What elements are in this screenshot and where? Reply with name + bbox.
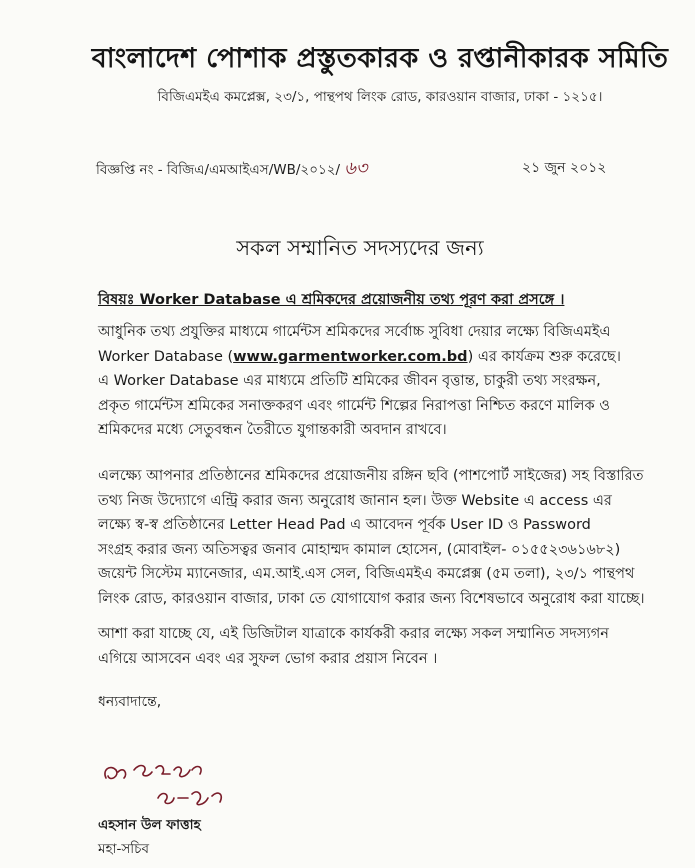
website-link: www.garmentworker.com.bd: [233, 348, 468, 365]
signer-title: মহা-সচিব: [98, 841, 149, 857]
body-paragraph-2: [98, 464, 650, 611]
body-paragraph-1: [98, 320, 650, 443]
paragraph-line: শ্রমিকদের মধ্যে সেতুবন্ধন তৈরীতে যুগান্তকারী অবদান রাখবে।: [98, 422, 447, 438]
organization-name: বাংলাদেশ পোশাক প্রস্তুতকারক ও রপ্তানীকারক সমিতি: [91, 43, 669, 74]
closing-salutation: ধন্যবাদান্তে,: [98, 694, 162, 710]
body-paragraph-3: [98, 622, 650, 671]
signer-name: এহসান উল ফাত্তাহ: [98, 817, 201, 833]
memo-date: ২১ জুন ২০১২: [522, 160, 607, 176]
paragraph-line: এলক্ষ্যে আপনার প্রতিষ্ঠানের শ্রমিকদের প্রয়োজনীয় রঙ্গিন ছবি (পাশপোর্ট সাইজের) সহ বিস্তারিত: [98, 468, 644, 484]
memo-reference-handwritten-number: ৬৩: [344, 158, 368, 179]
paragraph-line: জয়েন্ট সিস্টেম ম্যানেজার, এম.আই.এস সেল, বিজিএমইএ কমপ্লেক্স (৫ম তলা), ২৩/১ পান্থপথ: [98, 566, 635, 582]
paragraph-line: সংগ্রহ করার জন্য অতিসত্বর জনাব মোহাম্মদ কামাল হোসেন, (মোবাইল- ০১৫৫২৩৬১৬৮২): [98, 541, 621, 558]
notice-subject: বিষয়ঃ Worker Database এ শ্রমিকদের প্রয়োজনীয় তথ্য পূরণ করা প্রসঙ্গে ।: [98, 292, 565, 308]
paragraph-line: লক্ষ্যে স্ব-স্ব প্রতিষ্ঠানের Letter Head Pad এ আবেদন পূর্বক User ID ও Password: [98, 517, 591, 533]
paragraph-line: [98, 345, 650, 370]
paragraph-line: আধুনিক তথ্য প্রযুক্তির মাধ্যমে গার্মেন্টস শ্রমিকদের সর্বোচ্চ সুবিধা দেয়ার লক্ষ্যে বিজিএমইএ: [98, 324, 611, 340]
organization-address: বিজিএমইএ কমপ্লেক্স, ২৩/১, পান্থপথ লিংক রোড, কারওয়ান বাজার, ঢাকা - ১২১৫।: [157, 89, 603, 105]
notice-heading: সকল সম্মানিত সদস্যদের জন্য: [236, 236, 484, 260]
paragraph-line: প্রকৃত গার্মেন্টস শ্রমিকের সনাক্তকরণ এবং গার্মেন্ট শিল্পের নিরাপত্তা নিশ্চিত করণে মালিক ও: [98, 397, 610, 414]
paragraph-text: Worker Database (: [98, 348, 234, 365]
handwritten-signature: [100, 740, 300, 820]
paragraph-text: ) এর কার্যক্রম শুরু করেছে।: [467, 348, 621, 365]
memo-reference: [96, 154, 368, 185]
paragraph-line: এগিয়ে আসবেন এবং এর সুফল ভোগ করার প্রয়াস নিবেন ।: [98, 650, 438, 667]
paragraph-line: তথ্য নিজ উদ্যোগে এন্ট্রি করার জন্য অনুরোধ জানান হল। উক্ত Website এ access এর: [98, 492, 612, 509]
memo-reference-prefix: বিজ্ঞপ্তি নং - বিজিএ/এমআইএস/WB/২০১২/: [96, 162, 341, 178]
paragraph-line: এ Worker Database এর মাধ্যমে প্রতিটি শ্রমিকের জীবন বৃত্তান্ত, চাকুরী তথ্য সংরক্ষন,: [98, 373, 601, 389]
paragraph-line: লিংক রোড, কারওয়ান বাজার, ঢাকা তে যোগাযোগ করার জন্য বিশেষভাবে অনুরোধ করা যাচ্ছে।: [98, 590, 645, 607]
paragraph-line: আশা করা যাচ্ছে যে, এই ডিজিটাল যাত্রাকে কার্যকরী করার লক্ষ্যে সকল সম্মানিত সদস্যগন: [98, 626, 609, 642]
